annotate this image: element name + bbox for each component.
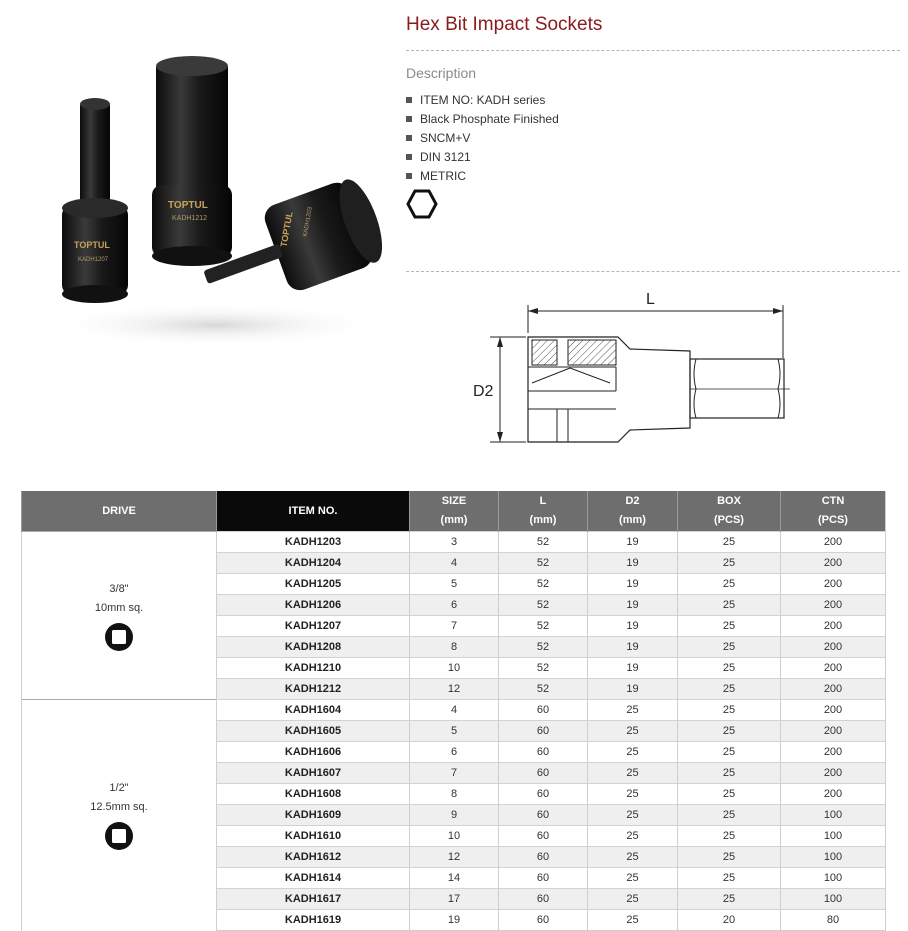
cell-l: 52	[499, 532, 588, 553]
cell-d2: 25	[588, 910, 678, 931]
header-size: SIZE (mm)	[410, 491, 499, 532]
cell-size: 10	[410, 658, 499, 679]
cell-box: 25	[678, 805, 781, 826]
cell-ctn: 200	[781, 784, 886, 805]
model-mark-3: KADH1203	[302, 206, 314, 238]
cell-size: 5	[410, 574, 499, 595]
model-mark-1: KADH1207	[78, 257, 109, 263]
length-label: L	[646, 291, 655, 308]
cell-d2: 19	[588, 679, 678, 700]
table-body	[22, 532, 886, 931]
divider	[406, 50, 900, 51]
cell-item: KADH1608	[217, 784, 410, 805]
product-photo	[40, 40, 390, 350]
cell-d2: 19	[588, 532, 678, 553]
cell-item: KADH1210	[217, 658, 410, 679]
header-d2: D2 (mm)	[588, 491, 678, 532]
cell-size: 5	[410, 721, 499, 742]
cell-item: KADH1203	[217, 532, 410, 553]
cell-d2: 19	[588, 658, 678, 679]
cell-ctn: 200	[781, 679, 886, 700]
cell-l: 60	[499, 742, 588, 763]
cell-d2: 25	[588, 763, 678, 784]
cell-ctn: 100	[781, 826, 886, 847]
header-ctn: CTN (PCS)	[781, 491, 886, 532]
cell-l: 60	[499, 805, 588, 826]
cell-d2: 19	[588, 637, 678, 658]
cell-ctn: 200	[781, 637, 886, 658]
cell-box: 25	[678, 742, 781, 763]
description-list	[406, 93, 559, 188]
cell-item: KADH1207	[217, 616, 410, 637]
cell-ctn: 200	[781, 574, 886, 595]
description-heading: Description	[406, 65, 477, 81]
cell-box: 25	[678, 889, 781, 910]
description-item: DIN 3121	[406, 150, 559, 169]
drive-square: 12.5mm sq.	[90, 801, 148, 814]
cell-size: 19	[410, 910, 499, 931]
description-item: METRIC	[406, 169, 559, 188]
brand-mark-3: TOPTUL	[278, 210, 295, 248]
cell-size: 3	[410, 532, 499, 553]
cell-ctn: 200	[781, 742, 886, 763]
cell-l: 60	[499, 763, 588, 784]
cell-l: 60	[499, 868, 588, 889]
cell-l: 52	[499, 658, 588, 679]
drive-square: 10mm sq.	[94, 601, 144, 614]
brand-mark-2: TOPTUL	[168, 200, 208, 211]
cell-size: 4	[410, 553, 499, 574]
cell-box: 25	[678, 721, 781, 742]
cell-item: KADH1612	[217, 847, 410, 868]
cell-d2: 25	[588, 805, 678, 826]
cell-l: 52	[499, 553, 588, 574]
cell-box: 25	[678, 637, 781, 658]
cell-l: 60	[499, 889, 588, 910]
cell-ctn: 100	[781, 868, 886, 889]
cell-size: 17	[410, 889, 499, 910]
cell-size: 12	[410, 847, 499, 868]
drive-size: 1/2"	[109, 782, 129, 795]
cell-d2: 25	[588, 847, 678, 868]
cell-box: 25	[678, 679, 781, 700]
cell-l: 60	[499, 784, 588, 805]
cell-d2: 19	[588, 595, 678, 616]
cell-d2: 25	[588, 784, 678, 805]
cell-d2: 25	[588, 826, 678, 847]
cell-l: 60	[499, 847, 588, 868]
cell-l: 60	[499, 721, 588, 742]
cell-item: KADH1610	[217, 826, 410, 847]
cell-item: KADH1617	[217, 889, 410, 910]
cell-l: 52	[499, 595, 588, 616]
cell-box: 25	[678, 826, 781, 847]
cell-size: 6	[410, 595, 499, 616]
cell-size: 8	[410, 784, 499, 805]
cell-ctn: 80	[781, 910, 886, 931]
square-drive-icon	[104, 821, 134, 851]
cell-box: 25	[678, 868, 781, 889]
cell-box: 25	[678, 847, 781, 868]
header-l: L (mm)	[499, 491, 588, 532]
cell-ctn: 200	[781, 595, 886, 616]
cell-box: 20	[678, 910, 781, 931]
cell-box: 25	[678, 553, 781, 574]
cell-size: 8	[410, 637, 499, 658]
cell-ctn: 100	[781, 889, 886, 910]
drive-size: 3/8"	[109, 582, 129, 595]
table-header-row	[22, 491, 886, 532]
cell-l: 60	[499, 910, 588, 931]
diameter-label: D2	[473, 383, 494, 400]
cell-ctn: 200	[781, 763, 886, 784]
cell-size: 4	[410, 700, 499, 721]
cell-ctn: 100	[781, 847, 886, 868]
cell-size: 7	[410, 616, 499, 637]
cell-d2: 25	[588, 700, 678, 721]
cell-item: KADH1609	[217, 805, 410, 826]
cell-box: 25	[678, 616, 781, 637]
cell-d2: 19	[588, 574, 678, 595]
page-title: Hex Bit Impact Sockets	[406, 14, 603, 35]
cell-d2: 25	[588, 868, 678, 889]
drive-cell	[22, 700, 217, 931]
cell-item: KADH1604	[217, 700, 410, 721]
header-item: ITEM NO.	[217, 491, 410, 532]
cell-box: 25	[678, 784, 781, 805]
model-mark-2: KADH1212	[172, 215, 208, 222]
dimension-drawing	[470, 283, 800, 448]
cell-ctn: 200	[781, 553, 886, 574]
divider	[406, 271, 900, 272]
cell-ctn: 200	[781, 721, 886, 742]
cell-ctn: 100	[781, 805, 886, 826]
cell-l: 52	[499, 574, 588, 595]
cell-item: KADH1605	[217, 721, 410, 742]
cell-size: 6	[410, 742, 499, 763]
cell-l: 52	[499, 616, 588, 637]
cell-box: 25	[678, 574, 781, 595]
cell-box: 25	[678, 700, 781, 721]
description-item: ITEM NO: KADH series	[406, 93, 559, 112]
cell-box: 25	[678, 595, 781, 616]
cell-item: KADH1212	[217, 679, 410, 700]
cell-ctn: 200	[781, 658, 886, 679]
table-row	[22, 532, 886, 553]
cell-size: 10	[410, 826, 499, 847]
cell-d2: 19	[588, 553, 678, 574]
cell-item: KADH1204	[217, 553, 410, 574]
cell-l: 52	[499, 637, 588, 658]
cell-size: 14	[410, 868, 499, 889]
cell-item: KADH1606	[217, 742, 410, 763]
cell-size: 7	[410, 763, 499, 784]
header-drive: DRIVE	[22, 491, 217, 532]
cell-d2: 25	[588, 721, 678, 742]
cell-item: KADH1614	[217, 868, 410, 889]
cell-item: KADH1619	[217, 910, 410, 931]
cell-ctn: 200	[781, 616, 886, 637]
cell-item: KADH1205	[217, 574, 410, 595]
cell-l: 60	[499, 826, 588, 847]
cell-size: 12	[410, 679, 499, 700]
description-item: Black Phosphate Finished	[406, 112, 559, 131]
cell-box: 25	[678, 532, 781, 553]
cell-l: 52	[499, 679, 588, 700]
cell-d2: 25	[588, 889, 678, 910]
cell-ctn: 200	[781, 700, 886, 721]
drive-cell	[22, 532, 217, 700]
square-drive-icon	[104, 622, 134, 652]
cell-item: KADH1208	[217, 637, 410, 658]
cell-box: 25	[678, 658, 781, 679]
cell-l: 60	[499, 700, 588, 721]
header-box: BOX (PCS)	[678, 491, 781, 532]
table-row	[22, 700, 886, 721]
cell-d2: 25	[588, 742, 678, 763]
cell-box: 25	[678, 763, 781, 784]
cell-d2: 19	[588, 616, 678, 637]
spec-table	[21, 491, 886, 931]
brand-mark-1: TOPTUL	[74, 240, 110, 250]
cell-item: KADH1206	[217, 595, 410, 616]
hexagon-icon	[406, 189, 438, 219]
cell-size: 9	[410, 805, 499, 826]
cell-ctn: 200	[781, 532, 886, 553]
cell-item: KADH1607	[217, 763, 410, 784]
description-item: SNCM+V	[406, 131, 559, 150]
